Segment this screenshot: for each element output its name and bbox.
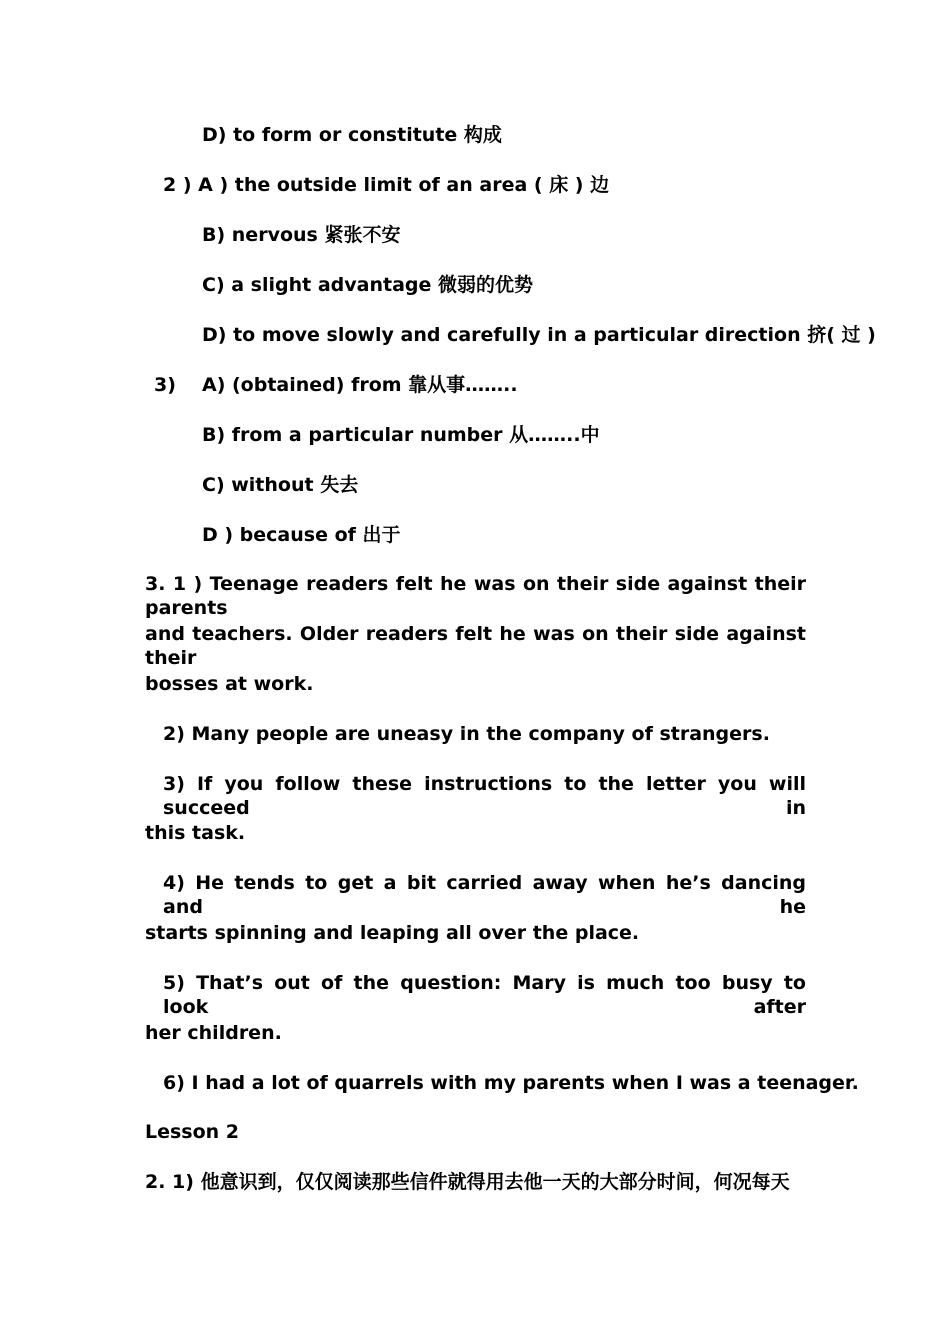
sentence-3-line-1: 3) If you follow these instructions to the letter you will succeed in (163, 773, 806, 819)
option-d-form-constitute: D) to form or constitute 构成 (202, 124, 502, 146)
sentence-4-line-2: starts spinning and leaping all over the place. (145, 922, 640, 944)
lesson-2-item-1: 2. 1) 他意识到，仅仅阅读那些信件就得用去他一天的大部分时间，何况每天 (145, 1171, 790, 1193)
item-3-option-c: C) without 失去 (202, 474, 359, 496)
item-2-option-b: B) nervous 紧张不安 (202, 224, 401, 246)
sentence-5-line-1: 5) That’s out of the question: Mary is much too busy to look after (163, 972, 806, 1018)
sentence-2: 2) Many people are uneasy in the company of strangers. (163, 723, 770, 745)
sentence-3-line-2: this task. (145, 822, 246, 844)
item-2-option-c: C) a slight advantage 微弱的优势 (202, 274, 533, 296)
sentence-4-line-1: 4) He tends to get a bit carried away when he’s dancing and he (163, 872, 806, 918)
sentence-1-line-3: bosses at work. (145, 673, 314, 695)
item-3-option-a: A) (obtained) from 靠从事…….. (202, 374, 518, 396)
sentence-5-line-2: her children. (145, 1022, 282, 1044)
item-2-option-d: D) to move slowly and carefully in a particular direction 挤( 过 ) (202, 324, 876, 346)
sentence-6: 6) I had a lot of quarrels with my parents when I was a teenager. (163, 1072, 859, 1094)
item-3-option-b: B) from a particular number 从……..中 (202, 424, 600, 446)
sentence-1-line-2: and teachers. Older readers felt he was on their side against their (145, 623, 806, 669)
item-3-option-d: D ) because of 出于 (202, 524, 401, 546)
item-2-option-a: 2 ) A ) the outside limit of an area ( 床 ) 边 (163, 174, 610, 196)
sentence-1-line-1: 3. 1 ) Teenage readers felt he was on their side against their parents (145, 573, 806, 619)
item-3-number: 3) (154, 374, 176, 396)
lesson-heading: Lesson 2 (145, 1121, 240, 1143)
